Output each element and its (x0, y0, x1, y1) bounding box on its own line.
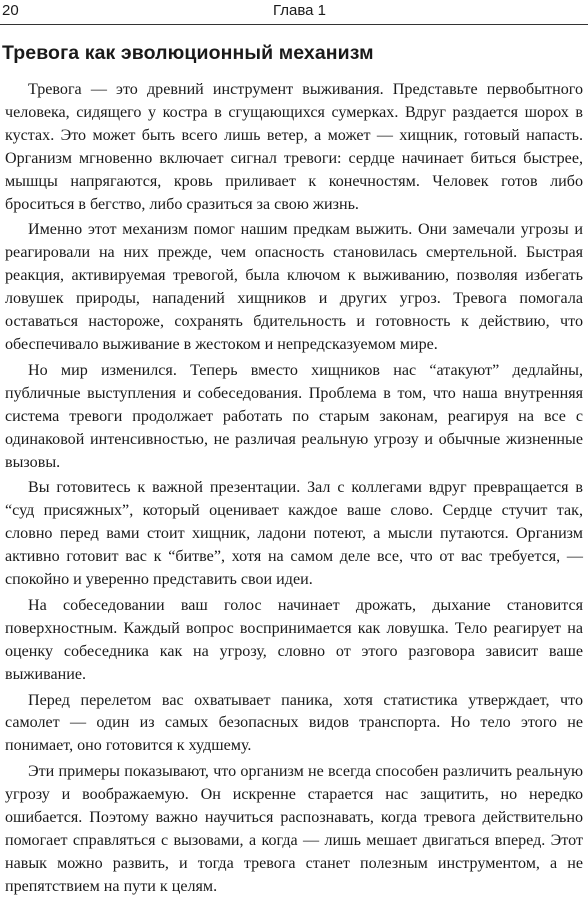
paragraph: На собеседовании ваш голос начинает дрожать, дыхание становится поверхностным. Каждый вопрос воспринимается как ловушка. Тело реагирует на оценку собеседника как на угрозу, словно от этого разговора зависит ваше выживание. (5, 596, 583, 683)
section-heading: Тревога как эволюционный механизм (2, 42, 374, 64)
paragraph: Перед перелетом вас охватывает паника, хотя статистика утверждает, что самолет — один из самых безопасных видов транспорта. Но тело этого не понимает, оно готовится к худшему. (5, 691, 583, 755)
paragraph: Вы готовитесь к важной презентации. Зал с коллегами вдруг превращается в “суд присяжных”, который оценивает каждое ваше слово. Сердце стучит так, словно перед вами стоит хищник, ладони потеют, а мысли путаются. Организм активно готовит вас к “битве”, хотя на самом деле все, что от вас требуется, — спокойно и уверенно представить свои идеи. (5, 479, 583, 589)
paragraph: Но мир изменился. Теперь вместо хищников нас “атакуют” дедлайны, публичные выступления и собеседования. Проблема в том, что наша внутренняя система тревоги продолжает работать по старым законам, реагируя на все с одинаковой интенсивностью, не различая реальную угрозу и обычные жизненные вызовы. (5, 361, 583, 471)
header-rule (0, 24, 588, 25)
body-text (5, 79, 583, 902)
page-number: 20 (2, 2, 19, 19)
running-head (0, 0, 588, 30)
chapter-label: Глава 1 (273, 2, 327, 19)
paragraph: Именно этот механизм помог нашим предкам выжить. Они замечали угрозы и реагировали на них прежде, чем опасность становилась смертельной. Быстрая реакция, активируемая тревогой, была ключом к выживанию, позволяя избегать ловушек природы, нападений хищников и других угроз. Тревога помогала оставаться настороже, сохранять бдительность и готовность к действию, что обеспечивало выживание в жестоком и непредсказуемом мире. (5, 221, 583, 353)
paragraph: Эти примеры показывают, что организм не всегда способен различить реальную угрозу и воображаемую. Он искренне старается нас защитить, но нередко ошибается. Поэтому важно научиться распознавать, когда тревога действительно помогает справляться с вызовами, а когда — лишь мешает двигаться вперед. Этот навык можно развить, и тогда тревога станет полезным инструментом, а не препятствием на пути к целям. (5, 763, 583, 895)
paragraph: Тревога — это древний инструмент выживания. Представьте первобытного человека, сидящего у костра в сгущающихся сумерках. Вдруг раздается шорох в кустах. Это может быть всего лишь ветер, а может — хищник, готовый напасть. Организм мгновенно включает сигнал тревоги: сердце начинает биться быстрее, мышцы напрягаются, кровь приливает к конечностям. Человек готов либо броситься в бегство, либо сразиться за свою жизнь. (5, 81, 583, 213)
